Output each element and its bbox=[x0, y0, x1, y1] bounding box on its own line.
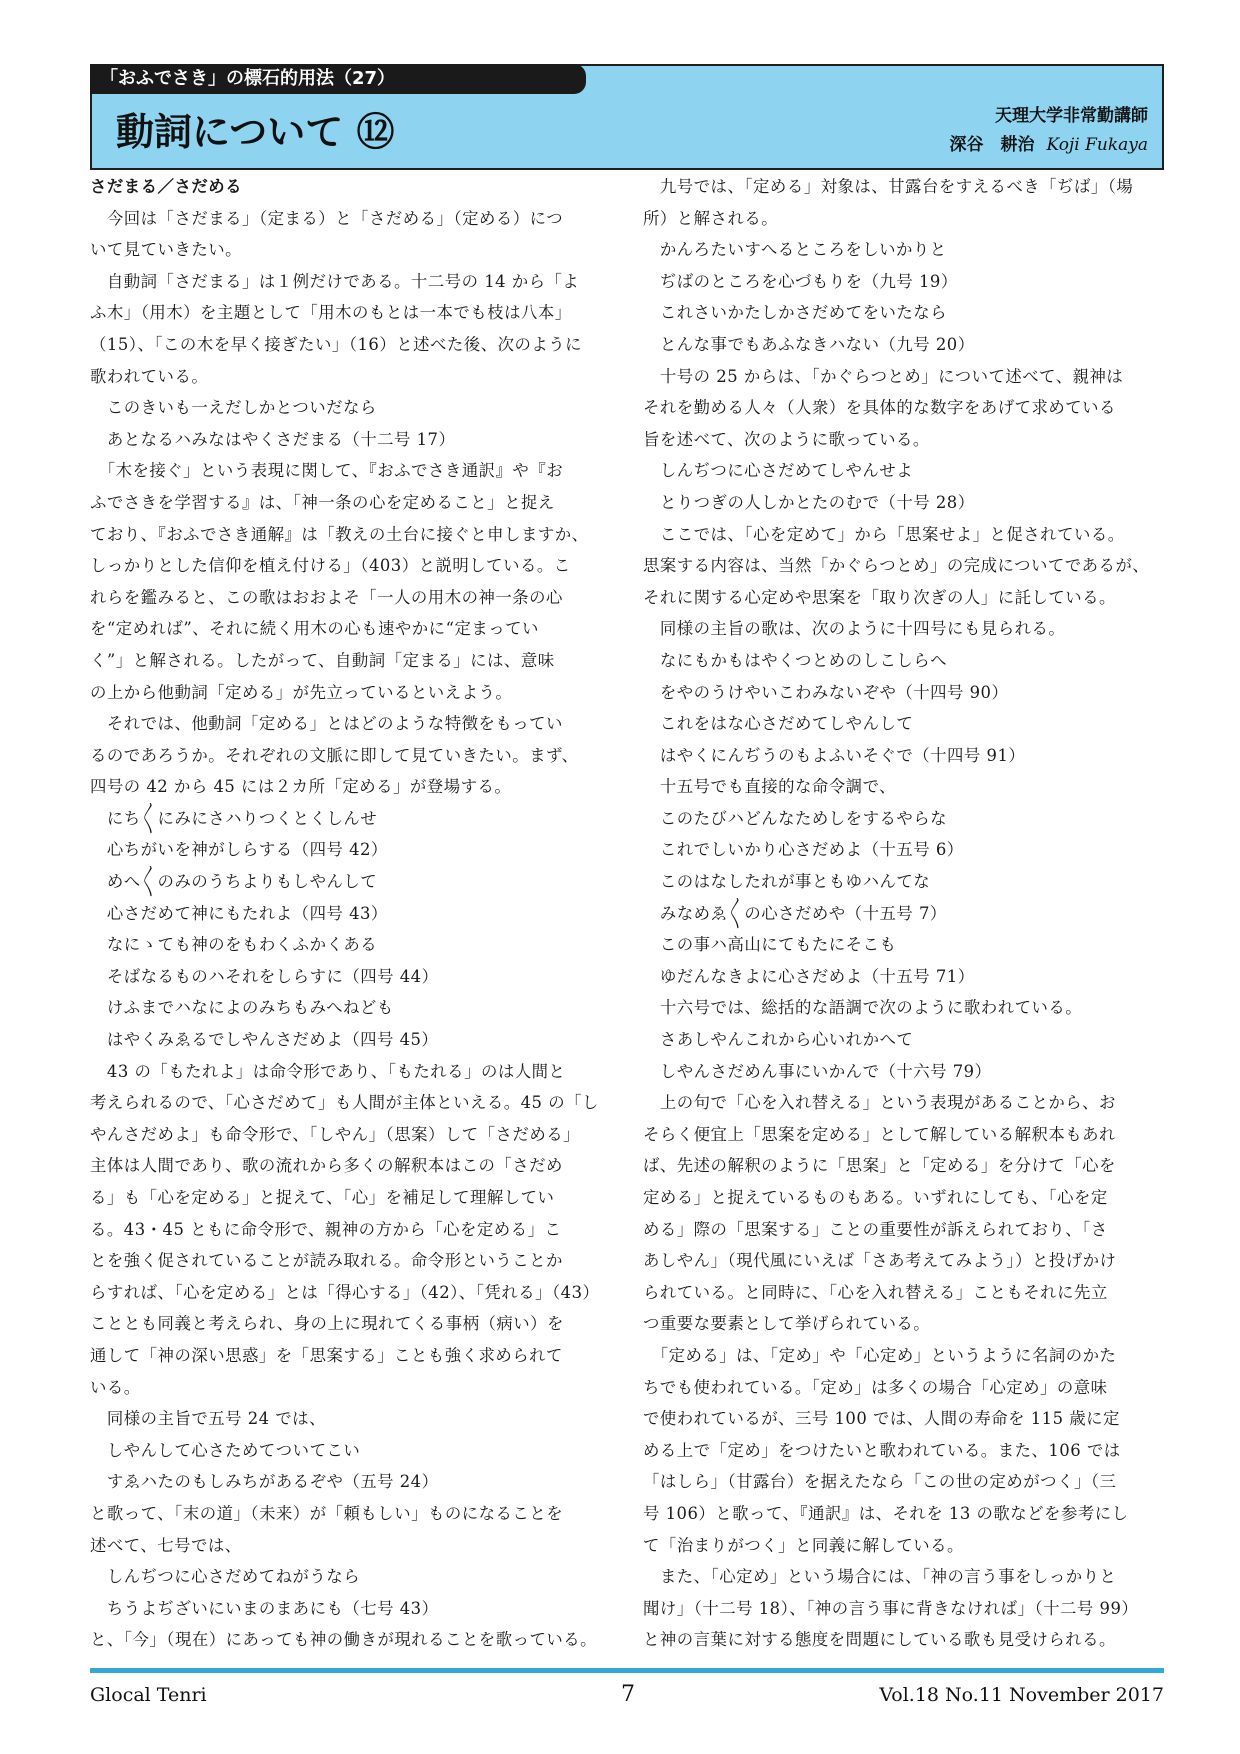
text-line: とりつぎの人しかとたのむで（十号 28） bbox=[643, 492, 975, 512]
text-line: る」も「心を定める」と捉えて、「心」を補足して理解してい bbox=[90, 1188, 555, 1207]
footer-publication: Glocal Tenri bbox=[90, 1684, 207, 1706]
text-line: ば、先述の解釈のように「思案」と「定める」を分けて「心を bbox=[643, 1156, 1116, 1176]
text-line: しやんさだめん事にいかんで（十六号 79） bbox=[643, 1061, 992, 1081]
text-line: これさいかたしかさだめてをいたなら bbox=[643, 303, 948, 323]
author-name-ja: 深谷 耕治 bbox=[949, 135, 1035, 155]
text-line: はやくみゑるでしやんさだめよ（四号 45） bbox=[90, 1030, 439, 1050]
text-line: つ重要な要素として挙げられている。 bbox=[643, 1314, 931, 1334]
text-line: みなめゑ〳〵の心さだめや（十五号 7） bbox=[643, 903, 947, 923]
text-line: をやのうけやいこわみないぞや（十四号 90） bbox=[643, 682, 1009, 702]
text-line: 「木を接ぐ」という表現に関して、『おふでさき通訳』や『お bbox=[90, 461, 564, 481]
text-line: さあしやんこれから心いれかへて bbox=[643, 1030, 914, 1050]
text-line: にち〳〵にみにさハりつくとくしんせ bbox=[90, 808, 378, 828]
text-line: 聞け」（十二号 18）、「神の言う事に背きなければ」（十二号 99） bbox=[643, 1598, 1139, 1618]
text-line: られている。と同時に、「心を入れ替える」こともそれに先立 bbox=[643, 1282, 1108, 1302]
text-line: 所）と解される。 bbox=[643, 208, 779, 228]
text-line: とんな事でもあふなきハない（九号 20） bbox=[643, 334, 975, 354]
text-line: そらく便宜上「思案を定める」として解している解釈本もあれ bbox=[643, 1124, 1116, 1144]
text-line: あしやん」（現代風にいえば「さあ考えてみよう」）と投げかけ bbox=[643, 1251, 1117, 1271]
text-line: るのであろうか。それぞれの文脈に即して見ていきたい。まず、 bbox=[90, 745, 579, 765]
text-line: これをはな心さだめてしやんして bbox=[643, 714, 914, 734]
text-line: 思案する内容は、当然「かぐらつとめ」の完成についてであるが、 bbox=[643, 556, 1150, 576]
text-line: 今回は「さだまる」（定まる）と「さだめる」（定める）につ bbox=[90, 208, 564, 228]
text-line: 同様の主旨の歌は、次のように十四号にも見られる。 bbox=[643, 619, 1066, 639]
text-line: める上で「定め」をつけたいと歌われている。また、106 では bbox=[643, 1440, 1121, 1460]
text-line: 主体は人間であり、歌の流れから多くの解釈本はこの「さだめ bbox=[90, 1156, 563, 1176]
text-line: しんぢつに心さだめてしやんせよ bbox=[643, 461, 914, 481]
text-line: やんさだめよ」も命令形で、「しやん」（思案）して「さだめる」 bbox=[90, 1124, 580, 1144]
text-line: しっかりとした信仰を植え付ける」（403）と説明している。こ bbox=[90, 556, 571, 576]
text-line: 「定める」は、「定め」や「心定め」というように名詞のかた bbox=[643, 1345, 1117, 1365]
text-line: 号 106）と歌って、『通訳』は、それを 13 の歌などを参考にし bbox=[643, 1503, 1129, 1523]
text-line: 十号の 25 からは、「かぐらつとめ」について述べて、親神は bbox=[643, 366, 1124, 386]
text-line: 九号では、「定める」対象は、甘露台をすえるべき「ぢば」（場 bbox=[643, 177, 1134, 196]
left-column bbox=[90, 171, 614, 1656]
text-line: と神の言葉に対する態度を問題にしている歌も見受けられる。 bbox=[643, 1630, 1116, 1650]
text-line: けふまでハなによのみちもみへねども bbox=[90, 998, 394, 1018]
text-line: 考えられるので、「心さだめて」も人間が主体といえる。45 の「し bbox=[90, 1093, 599, 1113]
text-line: あとなるハみなはやくさだまる（十二号 17） bbox=[90, 429, 456, 449]
text-line: 四号の 42 から 45 には２カ所「定める」が登場する。 bbox=[90, 777, 512, 797]
text-line: この事ハ高山にてもたにそこも bbox=[643, 935, 897, 955]
text-line: 述べて、七号では、 bbox=[90, 1535, 242, 1555]
text-line: ここでは、「心を定めて」から「思案せよ」と促されている。 bbox=[643, 524, 1125, 544]
author-byline bbox=[949, 132, 1148, 158]
text-line: いる。 bbox=[90, 1377, 141, 1397]
text-line: 43 の「もたれよ」は命令形であり、「もたれる」のは人間と bbox=[90, 1061, 566, 1081]
text-line: と、「今」（現在）にあっても神の働きが現れることを歌っている。 bbox=[90, 1630, 598, 1650]
page-number: 7 bbox=[621, 1682, 635, 1707]
text-line: これでしいかり心さだめよ（十五号 6） bbox=[643, 840, 964, 860]
text-line: 定める」と捉えているものもある。いずれにしても、「心を定 bbox=[643, 1188, 1108, 1207]
text-line: すゑハたのもしみちがあるぞや（五号 24） bbox=[90, 1472, 439, 1492]
text-line: それに関する心定めや思案を「取り次ぎの人」に託している。 bbox=[643, 587, 1116, 607]
text-line: 通して「神の深い思惑」を「思案する」ことも強く求められて bbox=[90, 1345, 563, 1365]
text-line: はやくにんぢうのもよふいそぐで（十四号 91） bbox=[643, 745, 1026, 765]
footer-issue: Vol.18 No.11 November 2017 bbox=[879, 1684, 1164, 1706]
text-line: 旨を述べて、次のように歌っている。 bbox=[643, 429, 930, 449]
text-line: ちでも使われている。「定め」は多くの場合「心定め」の意味 bbox=[643, 1377, 1108, 1397]
text-line: しんぢつに心さだめてねがうなら bbox=[90, 1567, 361, 1587]
author-affiliation: 天理大学非常勤講師 bbox=[995, 106, 1148, 126]
text-line: ており、『おふでさき通解』は「教えの土台に接ぐと申しますか、 bbox=[90, 524, 589, 544]
text-line: このはなしたれが事ともゆハんてな bbox=[643, 872, 931, 892]
text-line: 十五号でも直接的な命令調で、 bbox=[643, 777, 897, 797]
text-line: 心ちがいを神がしらする（四号 42） bbox=[90, 840, 388, 860]
text-line: 自動詞「さだまる」は１例だけである。十二号の 14 から「よ bbox=[90, 271, 580, 291]
text-line: それでは、他動詞「定める」とはどのような特徴をもってい bbox=[90, 714, 563, 734]
text-line: なにゝても神のをもわくふかくある bbox=[90, 935, 378, 955]
text-line: めへ〳〵のみのうちよりもしやんして bbox=[90, 872, 378, 892]
text-line: める」際の「思案する」ことの重要性が訴えられており、「さ bbox=[643, 1219, 1108, 1239]
text-line: と歌って、「末の道」（未来）が「頼もしい」ものになることを bbox=[90, 1503, 564, 1523]
text-line: （15）、「この木を早く接ぎたい」（16）と述べた後、次のように bbox=[90, 334, 583, 354]
text-line: そばなるものハそれをしらすに（四号 44） bbox=[90, 966, 439, 986]
text-line: て「治まりがつく」と同義に解している。 bbox=[643, 1535, 964, 1555]
text-line: こととも同義と考えられ、身の上に現れてくる事柄（病い）を bbox=[90, 1314, 564, 1334]
text-line: かんろたいすへるところをしいかりと bbox=[643, 240, 947, 260]
text-line: また、「心定め」という場合には、「神の言う事をしっかりと bbox=[643, 1567, 1117, 1587]
footer-rule bbox=[90, 1668, 1164, 1673]
text-line: それを勤める人々（人衆）を具体的な数字をあげて求めている bbox=[643, 398, 1116, 418]
text-line: 同様の主旨で五号 24 では、 bbox=[90, 1409, 326, 1429]
text-line: れらを鑑みると、この歌はおおよそ「一人の用木の神一条の心 bbox=[90, 587, 563, 607]
text-line: らすれば、「心を定める」とは「得心する」（42）、「凭れる」（43） bbox=[90, 1282, 600, 1302]
text-line: 上の句で「心を入れ替える」という表現があることから、お bbox=[643, 1093, 1116, 1113]
text-line: 十六号では、総括的な語調で次のように歌われている。 bbox=[643, 998, 1083, 1018]
text-line: いて見ていきたい。 bbox=[90, 240, 243, 260]
text-line: 心さだめて神にもたれよ（四号 43） bbox=[90, 903, 388, 923]
text-line: ふでさきを学習する』は、「神一条の心を定めること」と捉え bbox=[90, 492, 555, 512]
text-line: 「はしら」（甘露台）を据えたなら「この世の定めがつく」（三 bbox=[643, 1472, 1117, 1492]
text-line: 歌われている。 bbox=[90, 366, 209, 386]
page-title: 動詞について ⑫ bbox=[116, 109, 395, 154]
text-line: ゆだんなきよに心さだめよ（十五号 71） bbox=[643, 966, 975, 986]
text-line: しやんして心さためてついてこい bbox=[90, 1440, 361, 1460]
text-line: を“定めれば”、それに続く用木の心も速やかに“定まってい bbox=[90, 619, 539, 639]
right-column bbox=[643, 171, 1167, 1656]
text-line: ちうよぢざいにいまのまあにも（七号 43） bbox=[90, 1598, 439, 1618]
section-heading: さだまる／さだめる bbox=[90, 177, 243, 196]
text-line: く”」と解される。したがって、自動詞「定まる」には、意味 bbox=[90, 650, 555, 670]
text-line: る。43・45 ともに命令形で、親神の方から「心を定める」こ bbox=[90, 1219, 562, 1239]
text-line: で使われているが、三号 100 では、人間の寿命を 115 歳に定 bbox=[643, 1409, 1120, 1429]
text-line: このたびハどんなためしをするやらな bbox=[643, 808, 948, 828]
text-line: このきいも一えだしかとついだなら bbox=[90, 398, 377, 418]
text-line: ぢばのところを心づもりを（九号 19） bbox=[643, 271, 958, 291]
text-line: とを強く促されていることが読み取れる。命令形ということか bbox=[90, 1251, 563, 1271]
text-line: なにもかもはやくつとめのしこしらへ bbox=[643, 650, 948, 670]
text-line: の上から他動詞「定める」が先立っているといえよう。 bbox=[90, 682, 513, 702]
author-name-en: Koji Fukaya bbox=[1046, 135, 1148, 155]
series-title: 「おふでさき」の標石的用法（27） bbox=[90, 64, 586, 94]
text-line: ふ木」（用木）を主題として「用木のもとは一本でも枝は八本」 bbox=[90, 303, 572, 323]
